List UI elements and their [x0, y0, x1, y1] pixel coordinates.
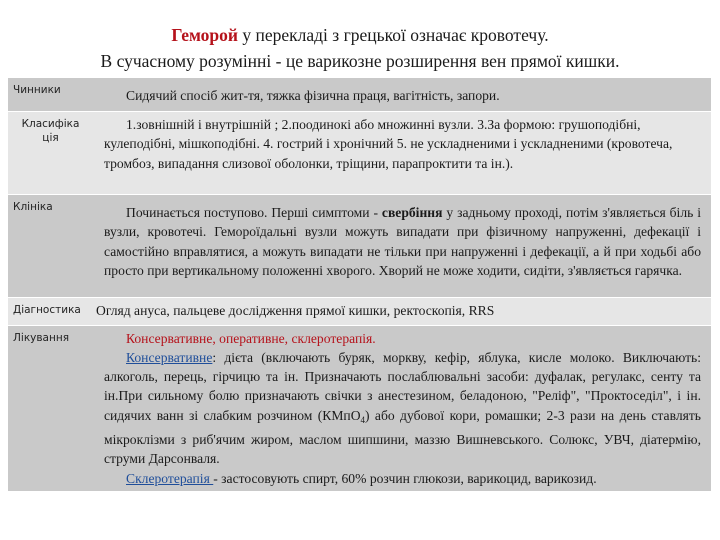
heading-line-2: В сучасному розумінні - це варикозне розширення вен прямої кишки. — [100, 51, 620, 71]
conservative-text-b: ) або дубової кори, ромашки; 2-3 рази на день ставлять мікроклізми з риб'ячим жиром, маслом шипшини, маззю Вишневського. Солюкс, УВЧ, діатермію, струми Дарсонваля. — [104, 407, 701, 467]
factors-text: Сидячий спосіб жит-тя, тяжка фізична праця, вагітність, запори. — [126, 88, 500, 103]
treatment-sclero — [104, 469, 701, 488]
info-table — [8, 78, 711, 492]
conservative-subscript: 4 — [360, 414, 366, 425]
page-heading — [0, 22, 720, 74]
classification-label-part1: Класифіка — [21, 117, 80, 130]
heading-line-1-rest: у перекладі з грецької означає кровотечу. — [237, 25, 549, 45]
row-label-factors: Чинники — [8, 78, 92, 111]
treatment-title: Консервативне, оперативне, склеротерапія. — [126, 330, 376, 346]
row-content-factors — [92, 78, 711, 111]
row-classification — [8, 111, 711, 194]
row-factors — [8, 78, 711, 111]
row-content-treatment — [92, 325, 711, 491]
clinic-text-after: у задньому проході, потім з'являється біль і вузли, кровотечі. Геморoїдальні вузли можуть випадати при фізичному напруженні, дефекації і самостійно вправлятися, а можуть випадати не тільки при напруженні і дефекації, а й при ходьбі або просто при вертикальному положенні хворого. Хворий не може ходити, сидіти, з'являється гарячка. — [104, 204, 701, 278]
row-label-classification — [8, 111, 92, 194]
treatment-title-line — [104, 329, 701, 348]
row-label-treatment: Лікування — [8, 325, 92, 491]
treatment-conservative — [104, 348, 701, 469]
classification-text: 1.зовнішній і внутрішній ; 2.поодинокі або множинні вузли. 3.За формою: грушоподібні, кулеподібні, мішкоподібні. 4. гострий і хронічний 5. не ускладненими і ускладненими (кровотеча, тромбоз, випадання слизової оболонки, тріщини, парапроктити та ін.). — [104, 116, 673, 171]
row-label-diagnostics: Діагностика — [8, 297, 92, 325]
row-content-clinic — [92, 194, 711, 297]
row-content-classification — [92, 111, 711, 194]
row-content-diagnostics — [92, 297, 711, 325]
conservative-text-a: : дієта (включають буряк, моркву, кефір, яблука, кисле молоко. Виключають: алкоголь, перець, гірчицю та ін. Призначають послаблювальні засоби: дуфалак, регулакс, сенту та ін.При сильному болю призначають свічки з анестезином, беладоною, "Реліф", "Проктоседіл", і ін. сидячих ванн зі слабким розчином (КМпО — [104, 349, 701, 423]
sclero-link[interactable]: Склеротерапія — [126, 470, 214, 486]
diagnostics-text: Огляд ануса, пальцеве дослідження прямої кишки, ректоскопія, RRS — [96, 302, 495, 318]
heading-line-1 — [0, 22, 720, 48]
classification-label-part2: ція — [42, 131, 59, 144]
row-label-clinic: Клініка — [8, 194, 92, 297]
conservative-link[interactable]: Консервативне — [126, 349, 213, 365]
row-treatment — [8, 325, 711, 491]
sclero-text: - застосовують спирт, 60% розчин глюкози, варикоцид, варикозид. — [213, 470, 597, 486]
clinic-text-bold: свербіння — [381, 204, 443, 220]
row-clinic — [8, 194, 711, 297]
clinic-text-before: Починається поступово. Перші симптоми - — [126, 204, 382, 220]
row-diagnostics — [8, 297, 711, 325]
heading-accent-word: Геморой — [171, 25, 238, 45]
